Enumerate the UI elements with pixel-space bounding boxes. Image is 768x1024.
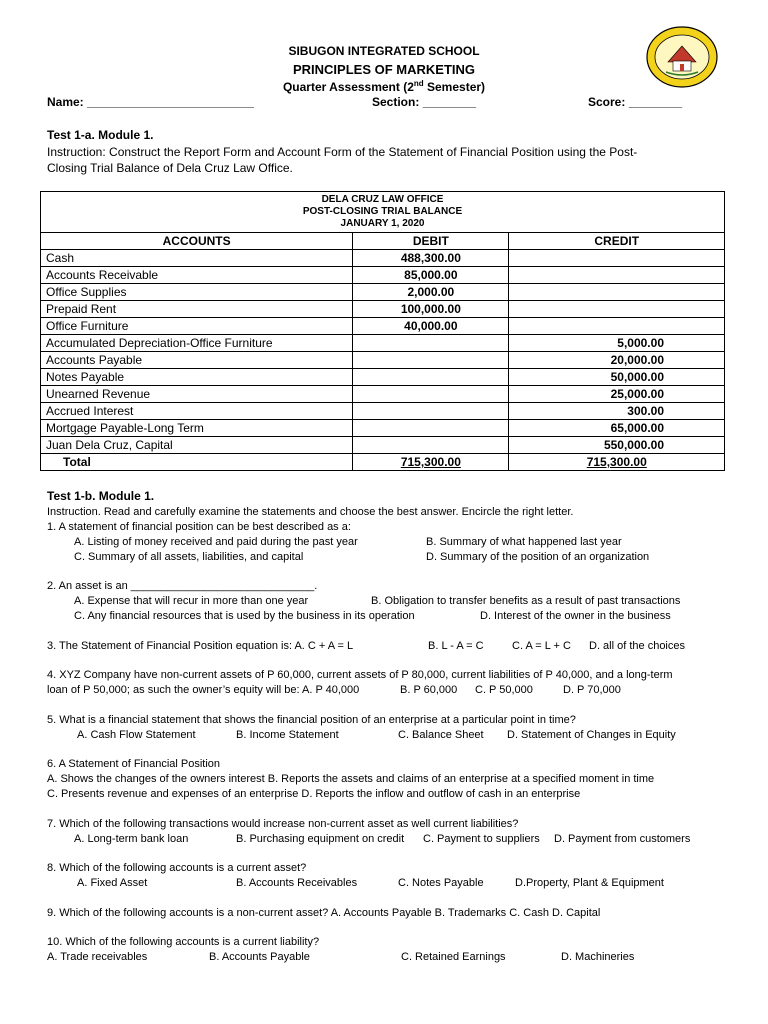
column-header-debit: DEBIT: [353, 233, 509, 250]
q8-option-b[interactable]: B. Accounts Receivables: [236, 877, 358, 889]
test-1b-instruction: Instruction. Read and carefully examine the statements and choose the best answer. Encircle the right letter.: [47, 506, 574, 518]
q8-option-a[interactable]: A. Fixed Asset: [77, 877, 148, 889]
trial-balance-header: DELA CRUZ LAW OFFICE POST-CLOSING TRIAL BALANCE JANUARY 1, 2020: [41, 192, 725, 233]
q2-option-a[interactable]: A. Expense that will recur in more than one year: [74, 595, 309, 607]
table-row: [41, 386, 725, 403]
credit-amount: [509, 284, 725, 301]
question-4-line1: 4. XYZ Company have non-current assets of P 60,000, current assets of P 80,000, current liabilities of P 40,000, and a long-term: [47, 669, 673, 681]
question-6: 6. A Statement of Financial Position: [47, 758, 221, 770]
account-name: Accumulated Depreciation-Office Furniture: [41, 335, 353, 352]
credit-amount: 65,000.00: [509, 420, 725, 437]
q4-option-b[interactable]: B. P 60,000: [400, 684, 458, 696]
account-name: Unearned Revenue: [41, 386, 353, 403]
trial-balance-table: [40, 191, 725, 471]
q1-option-b[interactable]: B. Summary of what happened last year: [426, 536, 622, 548]
debit-amount: [353, 335, 509, 352]
test-1a-title: Test 1-a. Module 1.: [47, 128, 154, 142]
account-name: Accrued Interest: [41, 403, 353, 420]
subject-title: PRINCIPLES OF MARKETING: [292, 62, 475, 77]
question-5: 5. What is a financial statement that shows the financial position of an enterprise at a particular point in time?: [47, 714, 576, 726]
debit-amount: 2,000.00: [353, 284, 509, 301]
q8-option-d[interactable]: D.Property, Plant & Equipment: [515, 877, 664, 889]
question-3: 3. The Statement of Financial Position equation is: A. C + A = L: [47, 640, 354, 652]
table-row: [41, 420, 725, 437]
column-header-credit: CREDIT: [509, 233, 725, 250]
debit-amount: 100,000.00: [353, 301, 509, 318]
account-name: Juan Dela Cruz, Capital: [41, 437, 353, 454]
credit-amount: [509, 318, 725, 335]
debit-amount: [353, 386, 509, 403]
assessment-title: Quarter Assessment (2nd Semester): [282, 79, 486, 94]
q3-option-c[interactable]: C. A = L + C: [512, 640, 571, 652]
table-column-headers: [41, 233, 725, 250]
q10-option-a[interactable]: A. Trade receivables: [47, 951, 148, 963]
credit-amount: 25,000.00: [509, 386, 725, 403]
question-1: 1. A statement of financial position can be best described as a:: [47, 521, 351, 533]
table-row: [41, 301, 725, 318]
q4-option-c[interactable]: C. P 50,000: [475, 684, 533, 696]
debit-amount: [353, 403, 509, 420]
credit-amount: 300.00: [509, 403, 725, 420]
debit-amount: [353, 352, 509, 369]
test-1a-instruction-line2: Closing Trial Balance of Dela Cruz Law Office.: [47, 161, 293, 175]
question-4-line2: loan of P 50,000; as such the owner’s equity will be: A. P 40,000: [47, 684, 360, 696]
account-name: Accounts Payable: [41, 352, 353, 369]
debit-amount: [353, 369, 509, 386]
account-name: Accounts Receivable: [41, 267, 353, 284]
table-row: [41, 403, 725, 420]
credit-amount: 50,000.00: [509, 369, 725, 386]
q3-option-d[interactable]: D. all of the choices: [589, 640, 685, 652]
account-name: Mortgage Payable-Long Term: [41, 420, 353, 437]
q5-option-d[interactable]: D. Statement of Changes in Equity: [507, 729, 676, 741]
credit-amount: 20,000.00: [509, 352, 725, 369]
q1-option-a[interactable]: A. Listing of money received and paid during the past year: [74, 536, 358, 548]
credit-amount: [509, 250, 725, 267]
question-8: 8. Which of the following accounts is a current asset?: [47, 862, 307, 874]
q5-option-b[interactable]: B. Income Statement: [236, 729, 339, 741]
table-row: [41, 352, 725, 369]
account-name: Cash: [41, 250, 353, 267]
q10-option-c[interactable]: C. Retained Earnings: [401, 951, 506, 963]
q2-option-d[interactable]: D. Interest of the owner in the business: [480, 610, 671, 622]
debit-amount: [353, 420, 509, 437]
credit-amount: 550,000.00: [509, 437, 725, 454]
credit-amount: [509, 301, 725, 318]
q7-option-b[interactable]: B. Purchasing equipment on credit: [236, 833, 405, 845]
q2-option-c[interactable]: C. Any financial resources that is used by the business in its operation: [74, 610, 415, 622]
q4-option-d[interactable]: D. P 70,000: [563, 684, 621, 696]
q1-option-d[interactable]: D. Summary of the position of an organization: [426, 551, 650, 563]
q7-option-d[interactable]: D. Payment from customers: [554, 833, 691, 845]
question-9[interactable]: 9. Which of the following accounts is a non-current asset? A. Accounts Payable B. Trademarks C. Cash D. Capital: [47, 907, 601, 919]
credit-amount: [509, 267, 725, 284]
credit-amount: 5,000.00: [509, 335, 725, 352]
score-field[interactable]: Score: ________: [588, 95, 683, 109]
table-row: [41, 335, 725, 352]
q7-option-a[interactable]: A. Long-term bank loan: [74, 833, 189, 845]
q6-options-line2[interactable]: C. Presents revenue and expenses of an enterprise D. Reports the inflow and outflow of cash in an enterprise: [47, 788, 581, 800]
table-total-row: Total 715,300.00 715,300.00: [41, 454, 725, 471]
question-10: 10. Which of the following accounts is a current liability?: [47, 936, 320, 948]
table-row: [41, 437, 725, 454]
name-field[interactable]: Name: _________________________: [47, 95, 254, 109]
q5-option-a[interactable]: A. Cash Flow Statement: [77, 729, 196, 741]
table-row: [41, 250, 725, 267]
test-1b-title: Test 1-b. Module 1.: [47, 489, 155, 503]
account-name: Prepaid Rent: [41, 301, 353, 318]
table-row: [41, 267, 725, 284]
table-row: [41, 284, 725, 301]
section-field[interactable]: Section: ________: [372, 95, 477, 109]
school-name: SIBUGON INTEGRATED SCHOOL: [288, 44, 480, 58]
column-header-accounts: ACCOUNTS: [41, 233, 353, 250]
account-name: Office Furniture: [41, 318, 353, 335]
debit-amount: 488,300.00: [353, 250, 509, 267]
q8-option-c[interactable]: C. Notes Payable: [398, 877, 484, 889]
account-name: Notes Payable: [41, 369, 353, 386]
debit-amount: [353, 437, 509, 454]
table-row: [41, 318, 725, 335]
q6-options-line1[interactable]: A. Shows the changes of the owners interest B. Reports the assets and claims of an enterprise at a specified moment in time: [47, 773, 655, 785]
table-row: [41, 369, 725, 386]
test-1a-instruction-line1: Instruction: Construct the Report Form and Account Form of the Statement of Financial Position using the Post-: [47, 145, 638, 159]
debit-amount: 40,000.00: [353, 318, 509, 335]
q10-option-b[interactable]: B. Accounts Payable: [209, 951, 310, 963]
q1-option-c[interactable]: C. Summary of all assets, liabilities, and capital: [74, 551, 304, 563]
debit-amount: 85,000.00: [353, 267, 509, 284]
question-7: 7. Which of the following transactions would increase non-current asset as well current liabilities?: [47, 818, 519, 830]
q3-option-b[interactable]: B. L - A = C: [428, 640, 484, 652]
q7-option-c[interactable]: C. Payment to suppliers: [423, 833, 540, 845]
q2-option-b[interactable]: B. Obligation to transfer benefits as a result of past transactions: [371, 595, 681, 607]
question-2: 2. An asset is an ______________________________.: [47, 580, 318, 592]
account-name: Office Supplies: [41, 284, 353, 301]
q10-option-d[interactable]: D. Machineries: [561, 951, 635, 963]
q5-option-c[interactable]: C. Balance Sheet: [398, 729, 484, 741]
